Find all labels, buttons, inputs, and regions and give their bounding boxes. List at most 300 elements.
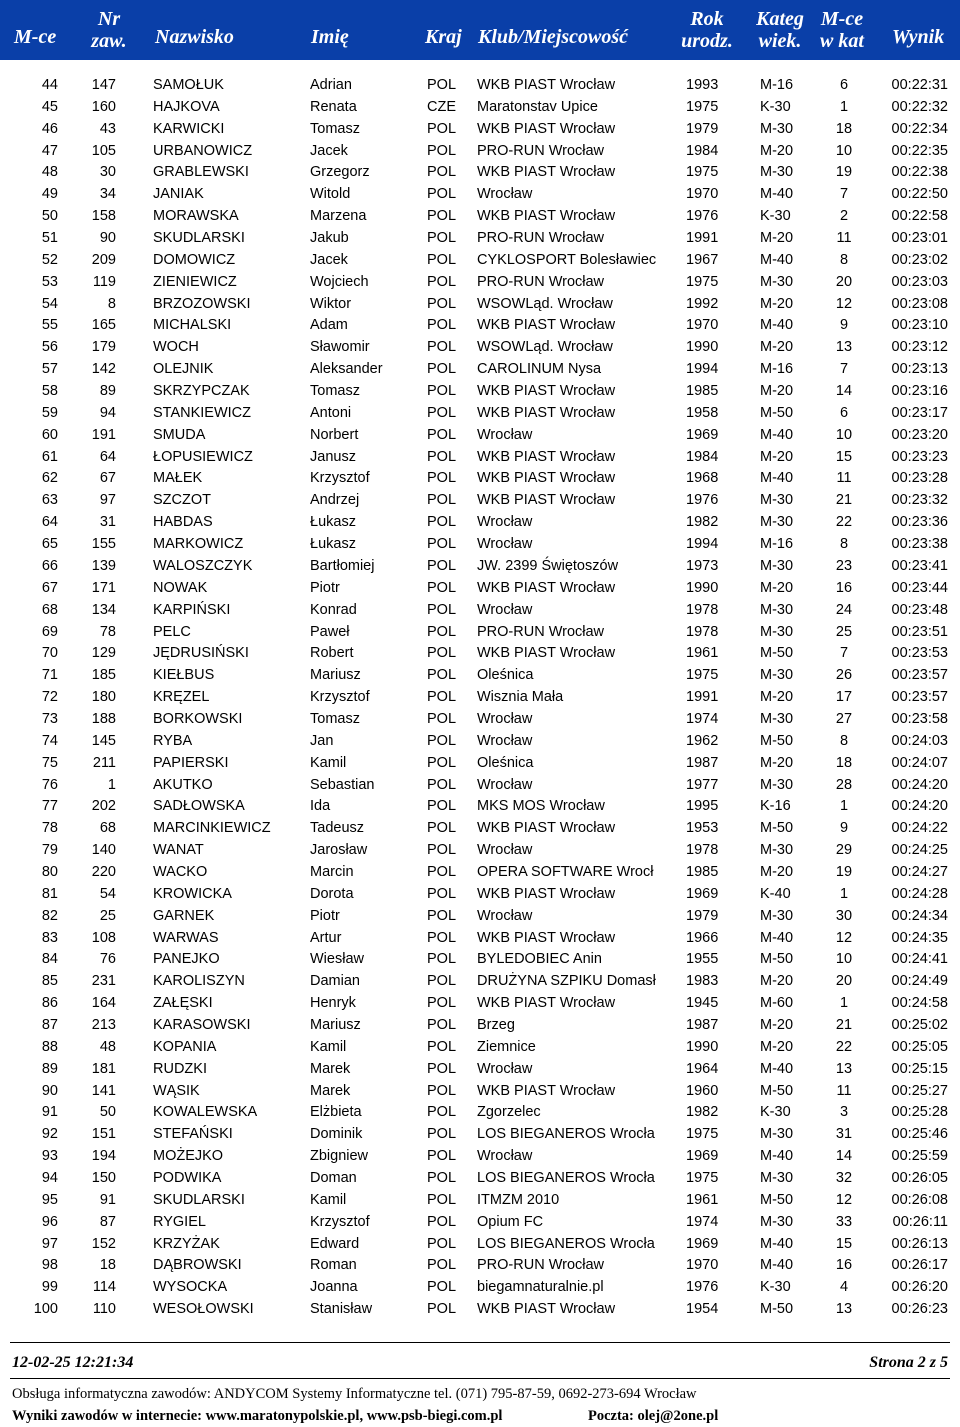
cell-country: POL xyxy=(427,776,457,793)
cell-first-name: Zbigniew xyxy=(310,1148,369,1165)
cell-country: POL xyxy=(427,317,457,334)
table-row xyxy=(0,1234,960,1256)
header-bib-line2: zaw. xyxy=(91,30,127,52)
table-row xyxy=(0,1299,960,1321)
cell-first-name: Adrian xyxy=(310,77,352,93)
cell-last-name: GRABLEWSKI xyxy=(153,164,249,181)
cell-position: 44 xyxy=(41,77,58,93)
cell-category-position: 28 xyxy=(835,776,853,793)
cell-position: 94 xyxy=(41,1170,58,1186)
cell-bib-number: 54 xyxy=(99,885,116,902)
cell-bib-number: 43 xyxy=(99,120,116,137)
cell-first-name: Stanisław xyxy=(310,1301,373,1318)
cell-category: M-30 xyxy=(760,907,794,924)
cell-category: M-30 xyxy=(760,1213,794,1230)
cell-first-name: Ida xyxy=(310,798,331,815)
cell-first-name: Krzysztof xyxy=(310,689,370,706)
cell-club: Wrocław xyxy=(477,710,533,727)
footer-divider-bottom xyxy=(10,1378,950,1379)
cell-category-position: 33 xyxy=(835,1213,853,1230)
cell-birth-year: 1983 xyxy=(686,973,719,990)
cell-last-name: WĄSIK xyxy=(153,1082,200,1099)
cell-category-position: 22 xyxy=(835,514,853,531)
cell-category-position: 12 xyxy=(835,929,853,946)
cell-country: POL xyxy=(427,820,457,837)
cell-result-time: 00:22:34 xyxy=(891,120,948,137)
cell-last-name: SKRZYPCZAK xyxy=(153,383,250,400)
cell-last-name: STANKIEWICZ xyxy=(153,404,252,421)
cell-birth-year: 1970 xyxy=(686,317,719,334)
cell-first-name: Jacek xyxy=(310,251,348,268)
cell-country: POL xyxy=(427,1257,457,1274)
cell-birth-year: 1976 xyxy=(686,208,719,225)
table-header xyxy=(0,0,960,60)
cell-position: 48 xyxy=(41,164,58,181)
cell-category: M-50 xyxy=(760,951,794,968)
cell-position: 93 xyxy=(41,1148,58,1165)
cell-category-position: 7 xyxy=(839,645,849,662)
cell-last-name: ZIENIEWICZ xyxy=(153,273,237,290)
cell-club: Wrocław xyxy=(477,776,533,793)
cell-category-position: 14 xyxy=(835,383,853,400)
cell-club: CAROLINUM Nysa xyxy=(477,361,602,378)
cell-category-position: 17 xyxy=(835,689,853,706)
cell-bib-number: 50 xyxy=(99,1104,116,1121)
cell-bib-number: 129 xyxy=(91,645,116,662)
cell-bib-number: 171 xyxy=(91,579,116,596)
cell-first-name: Krzysztof xyxy=(310,470,370,487)
cell-last-name: WALOSZCZYK xyxy=(153,557,253,574)
cell-birth-year: 1984 xyxy=(686,142,719,159)
cell-club: LOS BIEGANEROS Wrocła xyxy=(477,1170,655,1186)
cell-country: POL xyxy=(427,1016,457,1033)
table-row xyxy=(0,622,960,644)
cell-category: M-40 xyxy=(760,1235,794,1252)
cell-bib-number: 67 xyxy=(99,470,116,487)
cell-country: POL xyxy=(427,1213,457,1230)
cell-result-time: 00:24:22 xyxy=(891,820,948,837)
cell-last-name: HABDAS xyxy=(153,514,213,531)
table-row xyxy=(0,468,960,490)
cell-club: PRO-RUN Wrocław xyxy=(477,1257,605,1274)
cell-country: POL xyxy=(427,973,457,990)
cell-category-position: 16 xyxy=(835,1257,853,1274)
cell-first-name: Marek xyxy=(310,1060,351,1077)
cell-category: M-40 xyxy=(760,1060,794,1077)
cell-first-name: Mariusz xyxy=(310,1016,361,1033)
cell-last-name: DĄBROWSKI xyxy=(153,1257,242,1274)
results-online-info: Wyniki zawodów w internecie: www.maratonypolskie.pl, www.psb-biegi.com.pl xyxy=(12,1408,503,1424)
cell-last-name: KARPIŃSKI xyxy=(153,601,231,618)
cell-birth-year: 1992 xyxy=(686,295,719,312)
cell-position: 83 xyxy=(41,929,58,946)
cell-position: 95 xyxy=(41,1191,58,1208)
table-row xyxy=(0,534,960,556)
cell-country: POL xyxy=(427,383,457,400)
cell-result-time: 00:26:05 xyxy=(891,1170,948,1186)
cell-category: K-16 xyxy=(760,798,791,815)
table-row xyxy=(0,840,960,862)
cell-category-position: 20 xyxy=(835,273,853,290)
cell-club: WKB PIAST Wrocław xyxy=(477,164,616,181)
table-row xyxy=(0,600,960,622)
cell-bib-number: 211 xyxy=(92,754,116,771)
cell-category-position: 11 xyxy=(836,470,852,487)
cell-birth-year: 1974 xyxy=(686,1213,719,1230)
cell-last-name: KARASOWSKI xyxy=(153,1016,251,1033)
cell-first-name: Roman xyxy=(310,1257,357,1274)
cell-bib-number: 165 xyxy=(91,317,116,334)
cell-first-name: Edward xyxy=(310,1235,360,1252)
table-row xyxy=(0,731,960,753)
cell-country: POL xyxy=(427,579,457,596)
header-birth-year-line1: Rok xyxy=(690,8,724,30)
table-row xyxy=(0,1212,960,1234)
cell-category-position: 15 xyxy=(835,1235,853,1252)
cell-first-name: Elżbieta xyxy=(310,1104,362,1121)
cell-country: POL xyxy=(427,470,457,487)
cell-category: M-20 xyxy=(760,339,794,356)
cell-result-time: 00:23:02 xyxy=(891,251,948,268)
cell-result-time: 00:25:46 xyxy=(891,1126,948,1143)
cell-bib-number: 18 xyxy=(99,1257,116,1274)
table-row xyxy=(0,228,960,250)
cell-bib-number: 64 xyxy=(99,448,116,465)
cell-birth-year: 1979 xyxy=(686,120,719,137)
table-row xyxy=(0,184,960,206)
cell-position: 45 xyxy=(41,98,58,115)
cell-first-name: Krzysztof xyxy=(310,1213,370,1230)
cell-first-name: Marek xyxy=(310,1082,351,1099)
cell-club: WKB PIAST Wrocław xyxy=(477,929,616,946)
cell-club: Brzeg xyxy=(477,1016,515,1033)
cell-category-position: 8 xyxy=(839,251,849,268)
cell-birth-year: 1990 xyxy=(686,1038,719,1055)
cell-bib-number: 97 xyxy=(99,492,116,509)
cell-bib-number: 191 xyxy=(91,426,116,443)
cell-bib-number: 119 xyxy=(92,273,116,290)
cell-bib-number: 108 xyxy=(91,929,116,946)
cell-bib-number: 194 xyxy=(91,1148,116,1165)
table-row xyxy=(0,1255,960,1277)
table-row xyxy=(0,1102,960,1124)
cell-birth-year: 1985 xyxy=(686,863,719,880)
cell-position: 81 xyxy=(41,885,58,902)
cell-first-name: Jakub xyxy=(310,230,349,247)
cell-country: POL xyxy=(427,230,457,247)
cell-birth-year: 1945 xyxy=(686,995,719,1012)
table-row xyxy=(0,1168,960,1190)
cell-position: 77 xyxy=(41,798,58,815)
cell-category-position: 9 xyxy=(839,317,849,334)
cell-category: K-30 xyxy=(760,1279,791,1296)
cell-club: LOS BIEGANEROS Wrocła xyxy=(477,1235,655,1252)
header-country: Kraj xyxy=(425,26,462,48)
cell-category-position: 13 xyxy=(835,1060,853,1077)
cell-category: M-30 xyxy=(760,557,794,574)
cell-position: 96 xyxy=(41,1213,58,1230)
cell-birth-year: 1987 xyxy=(686,754,719,771)
cell-first-name: Bartłomiej xyxy=(310,557,375,574)
cell-category-position: 27 xyxy=(835,710,853,727)
cell-country: POL xyxy=(427,1301,457,1318)
cell-result-time: 00:22:58 xyxy=(891,208,948,225)
cell-bib-number: 164 xyxy=(91,995,116,1012)
cell-category: M-40 xyxy=(760,1148,794,1165)
cell-position: 46 xyxy=(41,120,58,137)
cell-club: Wrocław xyxy=(477,601,533,618)
cell-bib-number: 150 xyxy=(91,1170,116,1186)
cell-last-name: WACKO xyxy=(153,863,208,880)
cell-country: POL xyxy=(427,404,457,421)
table-row xyxy=(0,97,960,119)
page-number: Strona 2 z 5 xyxy=(869,1354,948,1371)
cell-club: WKB PIAST Wrocław xyxy=(477,885,616,902)
cell-birth-year: 1982 xyxy=(686,1104,719,1121)
table-row xyxy=(0,1146,960,1168)
cell-bib-number: 68 xyxy=(99,820,116,837)
printed-timestamp: 12-02-25 12:21:34 xyxy=(12,1354,134,1371)
cell-position: 82 xyxy=(41,907,58,924)
cell-birth-year: 1968 xyxy=(686,470,719,487)
table-row xyxy=(0,447,960,469)
table-row xyxy=(0,993,960,1015)
cell-last-name: JANIAK xyxy=(153,186,204,203)
cell-first-name: Tomasz xyxy=(310,710,360,727)
cell-first-name: Piotr xyxy=(310,907,340,924)
cell-result-time: 00:24:07 xyxy=(891,754,948,771)
cell-position: 84 xyxy=(41,951,58,968)
cell-birth-year: 1962 xyxy=(686,732,719,749)
cell-position: 87 xyxy=(41,1016,58,1033)
cell-country: POL xyxy=(427,1148,457,1165)
cell-country: POL xyxy=(427,929,457,946)
cell-position: 65 xyxy=(41,536,58,553)
cell-first-name: Piotr xyxy=(310,579,340,596)
cell-last-name: WARWAS xyxy=(153,929,219,946)
cell-club: Wrocław xyxy=(477,1060,533,1077)
cell-club: WKB PIAST Wrocław xyxy=(477,448,616,465)
cell-category: M-40 xyxy=(760,251,794,268)
cell-country: POL xyxy=(427,492,457,509)
cell-country: POL xyxy=(427,273,457,290)
cell-result-time: 00:26:20 xyxy=(891,1279,948,1296)
cell-position: 70 xyxy=(41,645,58,662)
cell-country: POL xyxy=(427,689,457,706)
cell-category: M-40 xyxy=(760,426,794,443)
cell-last-name: MAŁEK xyxy=(153,470,203,487)
cell-category-position: 9 xyxy=(839,820,849,837)
cell-first-name: Jacek xyxy=(310,142,348,159)
cell-category-position: 6 xyxy=(839,77,849,93)
cell-first-name: Tomasz xyxy=(310,383,360,400)
cell-result-time: 00:25:28 xyxy=(891,1104,948,1121)
cell-first-name: Tadeusz xyxy=(310,820,365,837)
header-category-position-line1: M-ce xyxy=(820,8,864,30)
cell-category: M-30 xyxy=(760,1170,794,1186)
cell-country: POL xyxy=(427,251,457,268)
cell-club: Oleśnica xyxy=(477,754,534,771)
cell-last-name: KIEŁBUS xyxy=(153,667,215,684)
cell-category: K-30 xyxy=(760,1104,791,1121)
cell-birth-year: 1970 xyxy=(686,186,719,203)
table-row xyxy=(0,272,960,294)
cell-result-time: 00:23:32 xyxy=(891,492,948,509)
cell-birth-year: 1995 xyxy=(686,798,719,815)
cell-birth-year: 1955 xyxy=(686,951,719,968)
cell-country: POL xyxy=(427,426,457,443)
cell-country: POL xyxy=(427,995,457,1012)
cell-result-time: 00:22:32 xyxy=(891,98,948,115)
contact-email: Poczta: olej@2one.pl xyxy=(588,1408,719,1424)
cell-bib-number: 48 xyxy=(99,1038,116,1055)
cell-first-name: Renata xyxy=(310,98,357,115)
cell-position: 69 xyxy=(41,623,58,640)
cell-country: POL xyxy=(427,732,457,749)
cell-first-name: Robert xyxy=(310,645,354,662)
cell-position: 59 xyxy=(41,404,58,421)
cell-country: POL xyxy=(427,1060,457,1077)
cell-category-position: 1 xyxy=(839,98,849,115)
cell-first-name: Wojciech xyxy=(310,273,369,290)
cell-first-name: Aleksander xyxy=(310,361,383,378)
cell-country: POL xyxy=(427,120,457,137)
cell-club: Oleśnica xyxy=(477,667,534,684)
cell-first-name: Łukasz xyxy=(310,514,356,531)
cell-last-name: MARCINKIEWICZ xyxy=(153,820,271,837)
cell-result-time: 00:23:10 xyxy=(891,317,948,334)
cell-bib-number: 160 xyxy=(91,98,116,115)
cell-result-time: 00:24:34 xyxy=(891,907,948,924)
cell-last-name: JĘDRUSIŃSKI xyxy=(153,645,249,662)
cell-birth-year: 1970 xyxy=(686,1257,719,1274)
cell-result-time: 00:22:31 xyxy=(891,77,948,93)
footer-divider-top xyxy=(10,1342,950,1343)
cell-bib-number: 94 xyxy=(99,404,116,421)
cell-birth-year: 1991 xyxy=(686,230,719,247)
header-result: Wynik xyxy=(892,26,945,48)
cell-position: 60 xyxy=(41,426,58,443)
cell-first-name: Marcin xyxy=(310,863,354,880)
header-club: Klub/Miejscowość xyxy=(478,26,629,48)
cell-bib-number: 202 xyxy=(91,798,116,815)
cell-position: 55 xyxy=(41,317,58,334)
cell-category-position: 8 xyxy=(839,536,849,553)
cell-birth-year: 1990 xyxy=(686,339,719,356)
cell-category: M-50 xyxy=(760,1082,794,1099)
cell-last-name: RYGIEL xyxy=(153,1213,206,1230)
cell-last-name: AKUTKO xyxy=(153,776,213,793)
table-row xyxy=(0,796,960,818)
cell-position: 50 xyxy=(41,208,58,225)
table-row xyxy=(0,665,960,687)
cell-club: CYKLOSPORT Bolesławiec xyxy=(477,251,657,268)
cell-result-time: 00:23:41 xyxy=(891,557,948,574)
cell-category-position: 13 xyxy=(835,339,853,356)
cell-first-name: Kamil xyxy=(310,1038,347,1055)
cell-first-name: Paweł xyxy=(310,623,350,640)
cell-club: WKB PIAST Wrocław xyxy=(477,995,616,1012)
cell-position: 53 xyxy=(41,273,58,290)
cell-position: 47 xyxy=(41,142,58,159)
cell-country: POL xyxy=(427,798,457,815)
cell-category: M-20 xyxy=(760,1016,794,1033)
cell-bib-number: 231 xyxy=(91,973,116,990)
cell-category-position: 24 xyxy=(835,601,853,618)
cell-last-name: KRZYŻAK xyxy=(153,1235,220,1252)
cell-bib-number: 140 xyxy=(91,842,116,859)
cell-bib-number: 91 xyxy=(99,1191,116,1208)
cell-birth-year: 1975 xyxy=(686,98,719,115)
cell-position: 89 xyxy=(41,1060,58,1077)
cell-position: 75 xyxy=(41,754,58,771)
cell-category: M-20 xyxy=(760,973,794,990)
cell-country: POL xyxy=(427,1126,457,1143)
cell-birth-year: 1975 xyxy=(686,1170,719,1186)
cell-result-time: 00:23:57 xyxy=(891,667,948,684)
cell-club: Wrocław xyxy=(477,732,533,749)
cell-bib-number: 213 xyxy=(91,1016,116,1033)
cell-first-name: Konrad xyxy=(310,601,357,618)
cell-result-time: 00:24:49 xyxy=(891,973,948,990)
cell-birth-year: 1967 xyxy=(686,251,719,268)
cell-bib-number: 180 xyxy=(91,689,116,706)
cell-position: 73 xyxy=(41,710,58,727)
cell-category: M-20 xyxy=(760,754,794,771)
cell-position: 98 xyxy=(41,1257,58,1274)
cell-category-position: 12 xyxy=(835,1191,853,1208)
cell-result-time: 00:24:35 xyxy=(891,929,948,946)
cell-category: M-16 xyxy=(760,536,794,553)
cell-first-name: Wiktor xyxy=(310,295,352,312)
cell-category: M-20 xyxy=(760,689,794,706)
cell-result-time: 00:24:28 xyxy=(891,885,948,902)
cell-first-name: Łukasz xyxy=(310,536,356,553)
cell-club: Wrocław xyxy=(477,426,533,443)
header-category-line2: wiek. xyxy=(758,30,802,52)
cell-result-time: 00:23:48 xyxy=(891,601,948,618)
cell-country: POL xyxy=(427,186,457,203)
cell-club: WSOWLąd. Wrocław xyxy=(477,295,613,312)
cell-category-position: 10 xyxy=(835,142,853,159)
cell-bib-number: 151 xyxy=(91,1126,116,1143)
cell-birth-year: 1993 xyxy=(686,77,719,93)
cell-birth-year: 1969 xyxy=(686,885,719,902)
cell-position: 91 xyxy=(41,1104,58,1121)
cell-category-position: 22 xyxy=(835,1038,853,1055)
cell-last-name: PAPIERSKI xyxy=(153,754,229,771)
cell-last-name: KOPANIA xyxy=(153,1038,217,1055)
cell-club: Wrocław xyxy=(477,907,533,924)
cell-first-name: Dominik xyxy=(310,1126,363,1143)
cell-category: M-30 xyxy=(760,164,794,181)
cell-category-position: 3 xyxy=(839,1104,849,1121)
cell-position: 86 xyxy=(41,995,58,1012)
cell-category: M-50 xyxy=(760,404,794,421)
table-row xyxy=(0,1081,960,1103)
cell-position: 67 xyxy=(41,579,58,596)
cell-result-time: 00:23:51 xyxy=(891,623,948,640)
cell-first-name: Artur xyxy=(310,929,342,946)
cell-birth-year: 1994 xyxy=(686,361,719,378)
cell-category-position: 25 xyxy=(835,623,853,640)
header-category xyxy=(750,8,810,52)
cell-result-time: 00:22:38 xyxy=(891,164,948,181)
cell-country: POL xyxy=(427,951,457,968)
cell-country: POL xyxy=(427,339,457,356)
cell-last-name: MICHALSKI xyxy=(153,317,232,334)
cell-first-name: Antoni xyxy=(310,404,352,421)
